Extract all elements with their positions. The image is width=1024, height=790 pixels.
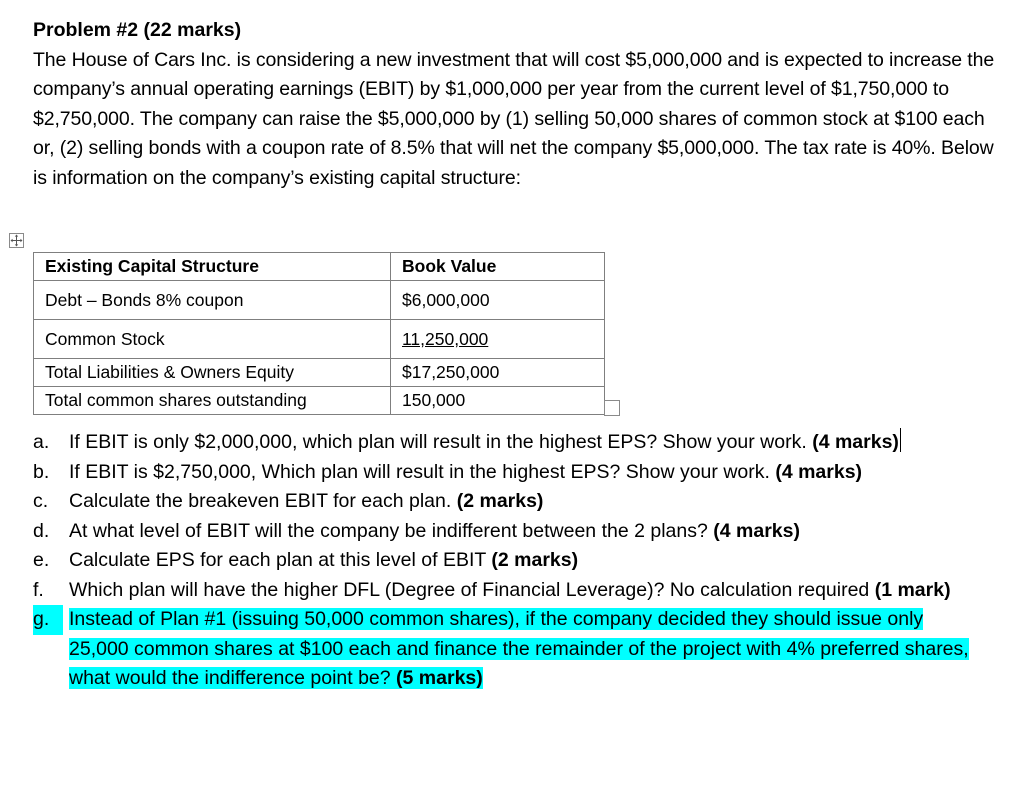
table-row (34, 387, 605, 415)
row-value-total-liabilities: $17,250,000 (391, 359, 605, 387)
list-item (33, 546, 983, 576)
list-item (33, 487, 983, 517)
question-text: If EBIT is $2,750,000, Which plan will result in the highest EPS? Show your work. (69, 460, 776, 483)
question-marks: (4 marks) (775, 460, 863, 483)
document-body (33, 16, 1003, 193)
question-list (33, 428, 983, 694)
question-text: Instead of Plan #1 (issuing 50,000 common shares), if the company decided they should issue only 25,000 common shares at $100 each and finance the remainder of the project with 4% preferred shares, what would the indifference point be? (69, 608, 969, 689)
row-label-debt: Debt – Bonds 8% coupon (34, 281, 391, 320)
problem-intro: The House of Cars Inc. is considering a new investment that will cost $5,000,000 and is expected to increase the company’s annual operating earnings (EBIT) by $1,000,000 per year from the current level of $1,750,000 to $2,750,000. The company can raise the $5,000,000 by (1) selling 50,000 shares of common stock at $100 each or, (2) selling bonds with a coupon rate of 8.5% that will net the company $5,000,000. The tax rate is 40%. Below is information on the company’s existing capital structure: (33, 48, 995, 189)
question-text: If EBIT is only $2,000,000, which plan will result in the highest EPS? Show your work. (69, 431, 813, 453)
question-marks: (4 marks) (713, 519, 800, 542)
list-item (33, 605, 983, 694)
question-marker: b. (33, 460, 50, 483)
question-text: Calculate the breakeven EBIT for each plan. (69, 490, 457, 512)
capital-structure-table (33, 252, 605, 415)
question-text: Calculate EPS for each plan at this level of EBIT (69, 549, 492, 571)
header-cell-book-value: Book Value (391, 253, 605, 281)
list-item (33, 428, 983, 458)
question-marks: (1 mark) (874, 578, 951, 601)
question-marks: (4 marks) (812, 431, 899, 453)
list-item (33, 458, 983, 488)
problem-title: Problem #2 (22 marks) (33, 19, 242, 41)
row-label-total-liabilities: Total Liabilities & Owners Equity (34, 359, 391, 387)
question-text: At what level of EBIT will the company be indifferent between the 2 plans? (69, 519, 714, 542)
table-row (34, 281, 605, 320)
question-marks: (2 marks) (456, 490, 544, 512)
header-cell-structure: Existing Capital Structure (34, 253, 391, 281)
text-cursor (900, 428, 901, 452)
question-marker: d. (33, 519, 50, 542)
table-resize-handle-icon[interactable] (604, 400, 620, 416)
row-label-common-stock: Common Stock (34, 320, 391, 359)
row-value-debt: $6,000,000 (391, 281, 605, 320)
table-row (34, 320, 605, 359)
table-header-row (34, 253, 605, 281)
row-value-common-stock: 11,250,000 (402, 329, 489, 349)
table-row (34, 359, 605, 387)
question-marker: g. (33, 605, 63, 635)
row-value-shares-outstanding: 150,000 (391, 387, 605, 415)
question-marker: f. (33, 578, 44, 601)
question-text: Which plan will have the higher DFL (Degree of Financial Leverage)? No calculation required (69, 578, 875, 601)
list-item (33, 517, 983, 547)
question-marker: c. (33, 490, 49, 512)
question-marks: (2 marks) (491, 549, 579, 571)
row-label-shares-outstanding: Total common shares outstanding (34, 387, 391, 415)
question-marks: (5 marks) (396, 667, 483, 689)
question-marker: a. (33, 431, 50, 453)
list-item (33, 576, 983, 606)
table-move-handle-icon[interactable] (9, 233, 24, 248)
question-marker: e. (33, 549, 50, 571)
